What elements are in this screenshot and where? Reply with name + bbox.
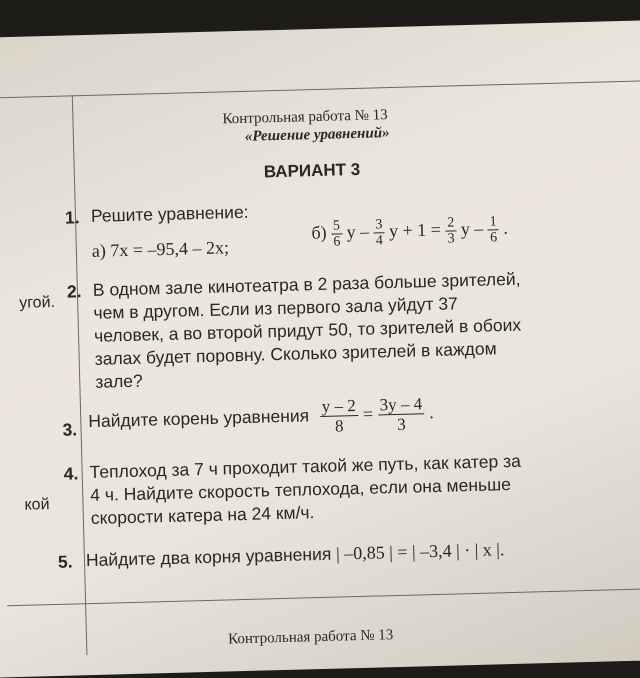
task-1-text: Решите уравнение:	[90, 201, 249, 226]
bottom-divider	[7, 587, 640, 606]
fraction: $\frac{3}{4}$	[375, 217, 384, 249]
task-2-number: 2.	[66, 281, 82, 302]
top-divider	[0, 80, 640, 99]
task-1b-label: б)	[311, 222, 327, 243]
fraction: $\frac{1}{6}$	[489, 214, 498, 246]
worksheet-subtitle: «Решение уравнений»	[244, 125, 390, 145]
side-fragment-2: кой	[24, 496, 50, 514]
next-page-title: Контрольная работа № 13	[227, 627, 394, 648]
task-1-number: 1.	[64, 207, 80, 228]
task-3-text: Найдите корень уравнения $\frac{y - 2}{8}$ = $\frac{3y - 4}{3}$ .	[88, 394, 434, 436]
fraction: $\frac{5}{6}$	[332, 218, 341, 250]
worksheet-page	[0, 20, 640, 678]
task-3-number: 3.	[62, 419, 78, 440]
side-fragment-1: угой.	[18, 293, 56, 312]
task-5-text: Найдите два корня уравнения | –0,85 | = | –3,4 | · | x |.	[85, 539, 505, 571]
task-4-text: Теплоход за 7 ч проходит такой же путь, как катер за 4 ч. Найдите скорость теплохода, если она меньше скорости катера на 24 км/ч.	[89, 450, 522, 529]
task-5-number: 5.	[57, 551, 73, 572]
variant-heading: ВАРИАНТ 3	[263, 159, 361, 182]
left-frame-line	[72, 95, 88, 655]
task-1a-equation: а) 7x = –95,4 – 2x;	[91, 237, 230, 261]
worksheet-title: Контрольная работа № 13	[222, 107, 388, 128]
fraction: $\frac{y - 2}{8}$	[320, 396, 359, 436]
task-4-number: 4.	[63, 463, 79, 484]
task-2-text: В одном зале кинотеатра в 2 раза больше зрителей, чем в другом. Если из первого зала уйдут 37 человек, а во второй придут 50, то зрителей в обоих залах будет поровну. Сколько зрителей в каждом зале?	[92, 268, 522, 392]
task-1b-equation: б) $\frac{5}{6}$ y – $\frac{3}{4}$ y + 1 = $\frac{2}{3}$ y – $\frac{1}{6}$ .	[311, 214, 509, 250]
fraction: $\frac{2}{3}$	[447, 215, 455, 247]
fraction: $\frac{3y - 4}{3}$	[377, 394, 425, 434]
